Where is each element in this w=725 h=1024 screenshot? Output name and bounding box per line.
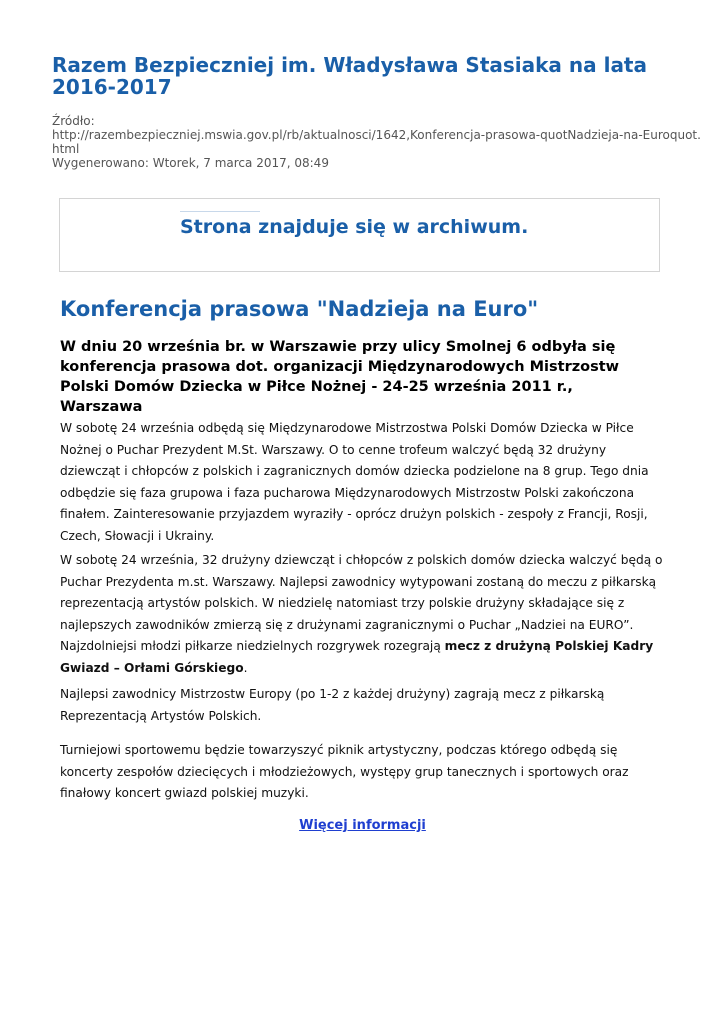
- article-paragraph-4: Turniejowi sportowemu będzie towarzyszyć piknik artystyczny, podczas którego odbędą się koncerty zespołów dziecięcych i młodzieżowych, występy grup tanecznych i sportowych oraz finałowy koncert gwiazd polskiej muzyki.: [60, 743, 629, 800]
- archive-notice-box: [59, 198, 660, 272]
- source-label: Źródło:: [52, 114, 95, 128]
- article-lead: W dniu 20 września br. w Warszawie przy ulicy Smolnej 6 odbyła się konferencja prasowa dot. organizacji Międzynarodowych Mistrzostw Polski Domów Dziecka w Piłce Nożnej - 24-25 września 2011 r., Warszawa: [60, 339, 620, 415]
- document-meta: [52, 114, 701, 170]
- source-url[interactable]: http://razembezpieczniej.mswia.gov.pl/rb/aktualnosci/1642,Konferencja-prasowa-quotNadzieja-na-Euroquot.: [52, 128, 701, 142]
- article-paragraph-2: [60, 550, 664, 679]
- paragraph-text: W sobotę 24 września, 32 drużyny dziewcząt i chłopców z polskich domów dziecka walczyć będą o Puchar Prezydenta m.st. Warszawy. Najlepsi zawodnicy wytypowani zostaną do meczu z piłkarską reprezentacją artystów polskich. W niedzielę natomiast trzy polskie drużyny składające się z najlepszych zawodników zmierzą się z drużynami zagranicznymi o Puchar „Nadziei na EURO”. Najzdolniejsi młodzi piłkarze niedzielnych rozgrywek rozegrają: [60, 553, 663, 653]
- divider: [180, 211, 260, 212]
- generated-timestamp: Wygenerowano: Wtorek, 7 marca 2017, 08:49: [52, 156, 329, 170]
- paragraph-bold-text: mecz z drużyną Polskiej Kadry Gwiazd – Orłami Górskiego: [60, 639, 654, 675]
- more-info-container: [0, 816, 725, 836]
- source-url-continued[interactable]: html: [52, 142, 80, 156]
- archive-notice: Strona znajduje się w archiwum.: [180, 216, 529, 238]
- article-title: Konferencja prasowa "Nadzieja na Euro": [60, 297, 539, 321]
- more-info-link[interactable]: Więcej informacji: [299, 818, 426, 833]
- paragraph-end: .: [243, 660, 248, 675]
- article-paragraph-1: W sobotę 24 września odbędą się Międzynarodowe Mistrzostwa Polski Domów Dziecka w Piłce Nożnej o Puchar Prezydent M.St. Warszawy. O to cenne trofeum walczyć będą 32 drużyny dziewcząt i chłopców z polskich i zagranicznych domów dziecka podzielone na 8 grup. Tego dnia odbędzie się faza grupowa i faza pucharowa Międzynarodowych Mistrzostw Polski zakończona finałem. Zainteresowanie przyjazdem wyraziły - oprócz drużyn polskich - zespoły z Francji, Rosji, Czech, Słowacji i Ukrainy.: [60, 421, 649, 543]
- site-title: Razem Bezpieczniej im. Władysława Stasiaka na lata 2016-2017: [52, 53, 647, 99]
- article-paragraph-3: Najlepsi zawodnicy Mistrzostw Europy (po 1-2 z każdej drużyny) zagrają mecz z piłkarską Reprezentacją Artystów Polskich.: [60, 687, 605, 723]
